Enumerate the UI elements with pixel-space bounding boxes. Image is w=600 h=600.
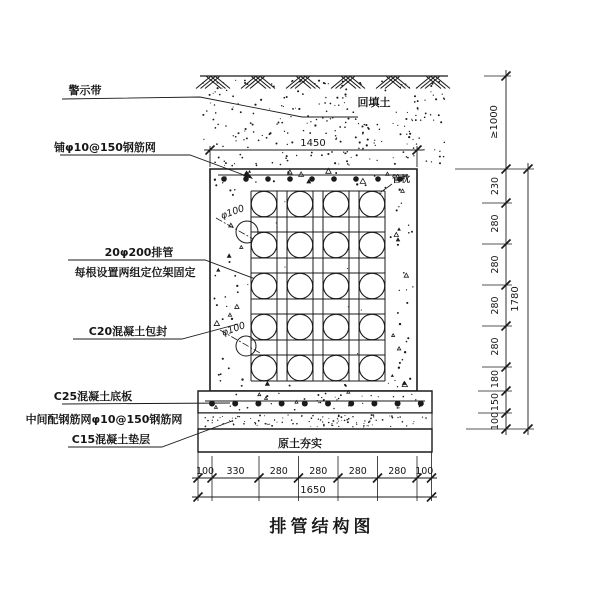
dim-label: 280 [490, 296, 501, 315]
compacted-subsoil-label: 原土夯实 [278, 437, 322, 450]
dim-label: 280 [269, 466, 288, 477]
dim-label: 280 [490, 337, 501, 356]
drain-pipe-upper-label: φ100 [219, 203, 246, 222]
slab-rebar-mesh-label: 中间配钢筋网φ10@150钢筋网 [25, 413, 183, 426]
top-rebar-mesh-label: 铺φ10@150钢筋网 [54, 141, 156, 154]
dim-label: 280 [388, 466, 407, 477]
dim-label: 230 [490, 176, 501, 196]
dim-label: 330 [226, 466, 245, 477]
warning-tape-leader [62, 97, 358, 117]
dim-label: 180 [490, 369, 501, 389]
drain-pipe-lower-label: φ100 [220, 320, 247, 339]
duct-pipes-label: 20φ200排管 [104, 246, 174, 259]
base-slab-label: C25混凝土底板 [53, 390, 133, 403]
cushion-layer-label: C15混凝土垫层 [71, 433, 151, 446]
pipe-pillow-label: 管枕 [391, 175, 411, 185]
dim-label: 100 [490, 411, 501, 431]
encasement-label: C20混凝土包封 [88, 325, 168, 338]
dim-base-total: 1650 [300, 485, 326, 496]
backfill-soil-label: 回填土 [357, 96, 391, 109]
dim-label: 280 [348, 466, 367, 477]
dim-cover-depth: ≥1000 [489, 105, 500, 139]
dim-label: 280 [490, 255, 501, 274]
drawing-title: 排管结构图 [269, 517, 375, 537]
dim-right-total: 1780 [510, 286, 521, 312]
warning-tape-label: 警示带 [68, 84, 102, 97]
dim-label: 280 [490, 214, 501, 233]
dim-label: 100 [415, 466, 434, 477]
dim-label: 280 [309, 466, 328, 477]
dim-top-width: 1450 [300, 138, 326, 149]
soil-stipple [202, 80, 445, 167]
dim-label: 100 [195, 466, 215, 477]
duct-fixing-label: 每根设置两组定位架固定 [74, 266, 196, 279]
dim-label: 150 [490, 392, 501, 412]
